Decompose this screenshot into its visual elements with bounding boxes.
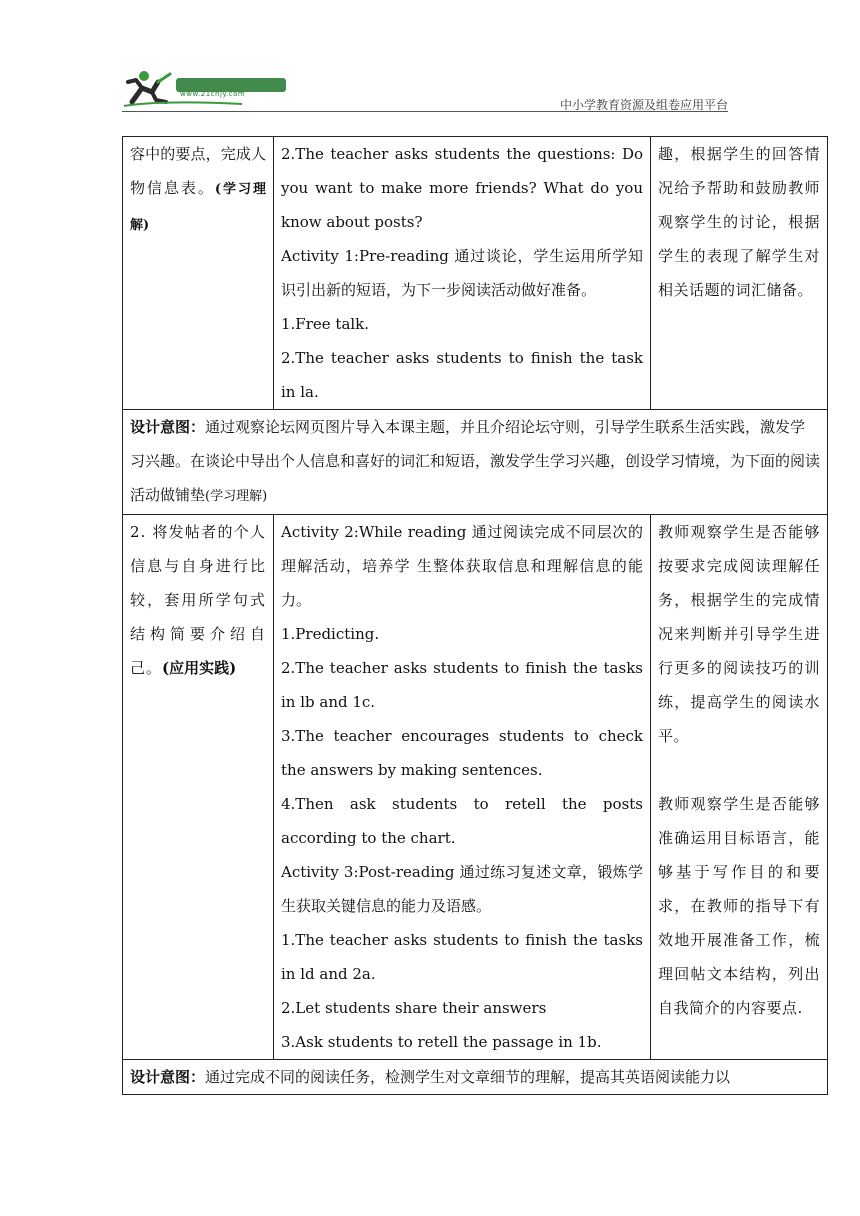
design-intent-text: 通过观察论坛网页图片导入本课主题，并且介绍论坛守则，引导学生联系生活实践，激发学习兴趣。在谈论中导出个人信息和喜好的词汇和短语，激发学生学习兴趣，创设学习情境，为下面的阅读活动做铺垫 (130, 418, 821, 504)
activity-line: Activity 3:Post-reading 通过练习复述文章，锻炼学生获取关键信息的能力及语感。 (281, 863, 643, 915)
logo-tagline: www.21cnjy.com (180, 90, 246, 98)
design-intent-label: 设计意图： (130, 1068, 206, 1086)
activity-line: 1.Predicting. (281, 625, 380, 643)
platform-title: 中小学教育资源及组卷应用平台 (559, 98, 728, 112)
objective-text: 2. 将发帖者的个人信息与自身进行比较，套用所学句式结构简要介绍自己。 (130, 523, 266, 677)
objective-level: (学习理解) (130, 182, 266, 233)
activity-line: 2.The teacher asks students to finish the task in la. (281, 349, 643, 401)
spacer (658, 753, 820, 787)
logo-21cnjy-icon (122, 66, 292, 112)
design-intent-text: 通过完成不同的阅读任务，检测学生对文章细节的理解，提高其英语阅读能力以 (205, 1068, 731, 1086)
table-row (123, 1060, 828, 1095)
activity-line: 3.The teacher encourages students to check the answers by making sentences. (281, 727, 643, 779)
design-intent-level: (学习理解) (205, 489, 268, 504)
header-divider (122, 111, 728, 112)
assessment-cell (651, 515, 828, 1060)
objective-cell (123, 137, 274, 410)
activity-line: 2.The teacher asks students to finish the tasks in lb and 1c. (281, 659, 643, 711)
assessment-text: 教师观察学生是否能够准确运用目标语言，能够基于写作目的和要求，在教师的指导下有效地开展准备工作，梳理回帖文本结构，列出自我简介的内容要点. (658, 795, 820, 1017)
design-intent-cell (123, 1060, 828, 1095)
activity-line: 2.Let students share their answers (281, 999, 547, 1017)
activity-line: Activity 2:While reading 通过阅读完成不同层次的理解活动，培养学 生整体获取信息和理解信息的能力。 (281, 523, 643, 609)
lesson-plan-table (122, 136, 828, 1095)
table-row (123, 137, 828, 410)
activity-line: 2.The teacher asks students the questions: Do you want to make more friends? What do you know about posts? (281, 145, 643, 231)
design-intent-cell (123, 410, 828, 515)
page-header (122, 66, 728, 116)
table-row (123, 515, 828, 1060)
activity-line: 1.The teacher asks students to finish the tasks in ld and 2a. (281, 931, 643, 983)
objective-text: 容中的要点，完成人物信息表。 (130, 145, 266, 197)
activity-line: 3.Ask students to retell the passage in 1b. (281, 1033, 602, 1051)
activity-cell (274, 137, 651, 410)
assessment-text: 趣，根据学生的回答情况给予帮助和鼓励教师观察学生的讨论，根据学生的表现了解学生对相关话题的词汇储备。 (658, 145, 820, 299)
assessment-text: 教师观察学生是否能够按要求完成阅读理解任务，根据学生的完成情况来判断并引导学生进行更多的阅读技巧的训练，提高学生的阅读水平。 (658, 523, 820, 745)
activity-cell (274, 515, 651, 1060)
design-intent-label: 设计意图： (130, 418, 206, 436)
table-row (123, 410, 828, 515)
activity-line: Activity 1:Pre-reading 通过谈论，学生运用所学知识引出新的短语，为下一步阅读活动做好准备。 (281, 247, 643, 299)
objective-cell (123, 515, 274, 1060)
objective-level: (应用实践) (162, 659, 237, 677)
activity-line: 4.Then ask students to retell the posts according to the chart. (281, 795, 643, 847)
activity-line: 1.Free talk. (281, 315, 370, 333)
assessment-cell (651, 137, 828, 410)
